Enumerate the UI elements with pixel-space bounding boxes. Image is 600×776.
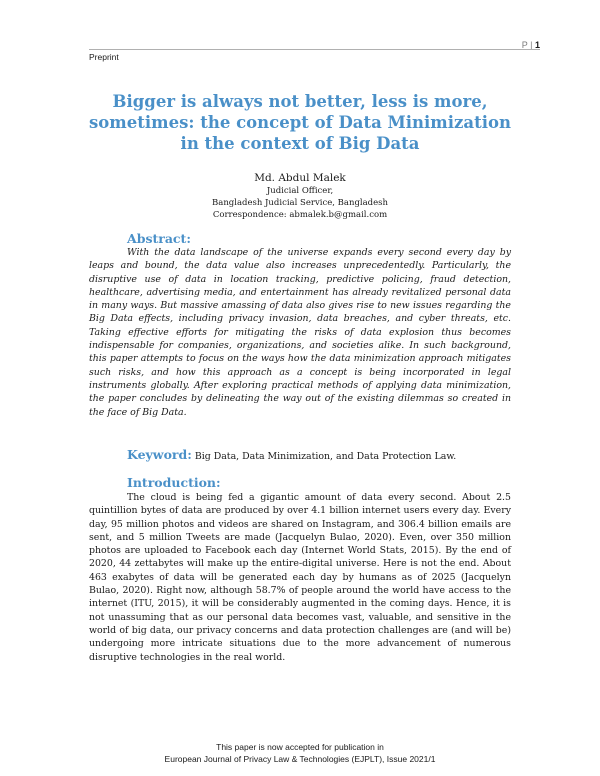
author-affiliation: Bangladesh Judicial Service, Bangladesh (212, 198, 388, 208)
keywords-heading: Keyword: (127, 447, 192, 462)
author-position: Judicial Officer, (266, 186, 334, 196)
keywords (127, 447, 456, 462)
page-number-value: 1 (534, 40, 540, 50)
abstract-text: With the data landscape of the universe expands every second every day by leaps and bound, the data value also increases unprecedentedly. Particularly, the disruptive use of data in location tracking, predictive policing, fraud detection, healthcare, advertising media, and entertainment has already revitalized personal data in many ways. But massive amassing of data also gives rise to new issues regarding the Big Data effects, including privacy invasion, data breaches, and cyber threats, etc. Taking effective efforts for mitigating the risks of data explosion thus becomes indispensable for companies, organizations, and societies alike. In such background, this paper attempts to focus on the ways how the data minimization approach mitigates such risks, and how this approach as a concept is being incorporated in legal instruments globally. After exploring practical methods of applying data minimization, the paper concludes by delineating the way out of the existing dilemmas so created in the face of Big Data. (89, 247, 511, 418)
introduction-heading: Introduction: (127, 475, 221, 490)
abstract-heading: Abstract: (127, 231, 191, 246)
keywords-text: Big Data, Data Minimization, and Data Protection Law. (194, 451, 457, 462)
preprint-label: Preprint (89, 52, 119, 62)
author-block (89, 171, 511, 221)
author-name: Md. Abdul Malek (254, 172, 346, 184)
header-rule (89, 49, 540, 50)
paper-title: Bigger is always not better, less is more, sometimes: the concept of Data Minimization in the context of Big Data (89, 92, 511, 153)
introduction-text: The cloud is being fed a gigantic amount of data every second. About 2.5 quintillion bytes of data are produced by over 4.1 billion internet users every day. Every day, 95 million photos and videos are shared on Instagram, and 306.4 billion emails are sent, and 5 million Tweets are made (Jacquelyn Bulao, 2020). Even, over 350 million photos are uploaded to Facebook each day (Internet World Stats, 2015). By the end of 2020, 44 zettabytes will make up the entire-digital universe. Here is not the end. About 463 exabytes of data will be generated each day by humans as of 2025 (Jacquelyn Bulao, 2020). Right now, although 58.7% of people around the world have access to the internet (ITU, 2015), it will be considerably augmented in the coming days. Hence, it is not unassuming that as our personal data becomes vast, valuable, and sensitive in the world of big data, our privacy concerns and data protection challenges are (and will be) undergoing more intricate situations due to the more advancement of numerous disruptive technologies in the real world. (89, 492, 511, 663)
footer-line-2: European Journal of Privacy Law & Technologies (EJPLT), Issue 2021/1 (164, 754, 436, 764)
page-prefix: P | (521, 40, 533, 50)
footer-line-1: This paper is now accepted for publication in (216, 742, 384, 752)
footer (60, 741, 540, 765)
author-correspondence: Correspondence: abmalek.b@gmail.com (212, 210, 388, 220)
